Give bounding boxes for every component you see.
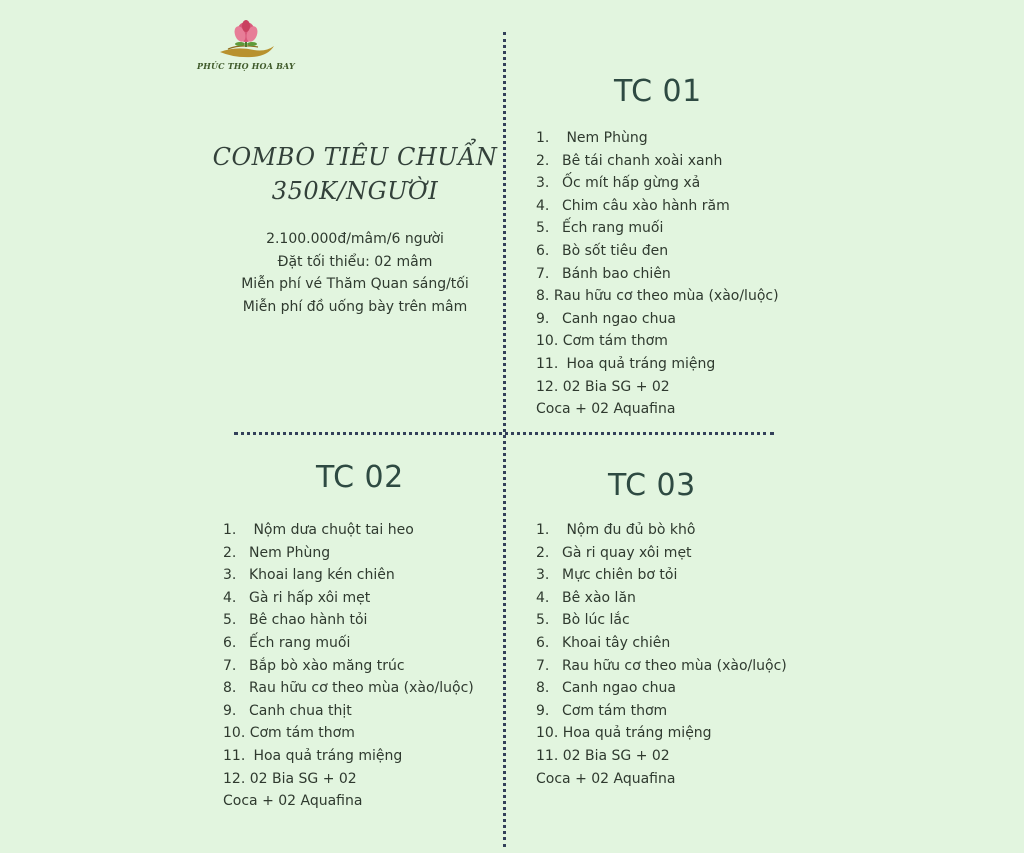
item-text: Hoa quả tráng miệng xyxy=(253,747,403,764)
item-text: Nộm đu đủ bò khô xyxy=(566,522,696,538)
list-item xyxy=(536,195,779,218)
item-number: 11. xyxy=(223,747,246,764)
list-item xyxy=(536,285,779,308)
item-number: 2. xyxy=(223,544,237,561)
item-number: 12. xyxy=(223,770,246,787)
combo-free-ticket: Miễn phí vé Thăm Quan sáng/tối xyxy=(241,276,469,292)
horizontal-divider xyxy=(234,432,774,435)
combo-info xyxy=(210,228,500,318)
item-text: 02 Bia SG + 02 xyxy=(249,770,357,787)
item-number: 11. xyxy=(536,355,559,372)
list-item xyxy=(536,722,787,745)
item-number: 1. xyxy=(536,522,550,538)
item-text: Bê xào lăn xyxy=(562,589,636,606)
item-text: Bánh bao chiên xyxy=(562,265,671,282)
list-item xyxy=(536,609,787,632)
item-text: Cơm tám thơm xyxy=(249,725,355,742)
list-item xyxy=(536,376,779,399)
item-number: 5. xyxy=(223,612,237,629)
list-item xyxy=(223,587,474,610)
item-number: 2. xyxy=(536,152,550,169)
item-text: Hoa quả tráng miệng xyxy=(566,355,716,372)
combo-title xyxy=(210,140,500,208)
menu-title-tc01: TC 01 xyxy=(614,74,702,109)
item-number: 5. xyxy=(536,612,550,629)
item-number: 7. xyxy=(536,265,550,282)
list-item xyxy=(536,745,787,768)
item-text: Rau hữu cơ theo mùa (xào/luộc) xyxy=(249,680,474,697)
list-item xyxy=(223,632,474,655)
item-text: Canh chua thịt xyxy=(249,702,352,719)
list-item xyxy=(536,655,787,678)
item-text: Chim câu xào hành răm xyxy=(562,197,730,214)
list-item xyxy=(536,632,787,655)
menu-list-tc02 xyxy=(223,519,474,813)
list-item xyxy=(223,768,474,791)
list-item xyxy=(536,564,787,587)
combo-price: 2.100.000đ/mâm/6 người xyxy=(266,231,444,247)
combo-title-line1: COMBO TIÊU CHUẨN xyxy=(212,143,498,171)
item-text: Rau hữu cơ theo mùa (xào/luộc) xyxy=(553,288,779,305)
item-number: 12. xyxy=(536,378,559,395)
item-number: 3. xyxy=(536,175,550,192)
item-number: 7. xyxy=(536,657,550,674)
list-item xyxy=(536,542,787,565)
item-number: 8. xyxy=(223,680,237,697)
item-text: Nộm dưa chuột tai heo xyxy=(253,522,414,538)
list-item xyxy=(536,240,779,263)
item-text: Rau hữu cơ theo mùa (xào/luộc) xyxy=(562,657,787,674)
brand-logo xyxy=(196,16,296,76)
item-text: Ốc mít hấp gừng xả xyxy=(562,175,701,192)
list-item xyxy=(536,150,779,173)
item-text: Coca + 02 Aquafina xyxy=(536,770,676,787)
item-number: 10. xyxy=(536,333,559,350)
item-text: 02 Bia SG + 02 xyxy=(562,378,670,395)
menu-title-tc02: TC 02 xyxy=(316,460,404,495)
item-number: 8. xyxy=(536,680,550,697)
item-text: Bắp bò xào măng trúc xyxy=(249,657,405,674)
item-text: Hoa quả tráng miệng xyxy=(562,725,712,742)
list-item xyxy=(536,700,787,723)
item-number: 1. xyxy=(536,130,550,146)
combo-title-line2: 350K/NGƯỜI xyxy=(271,177,439,205)
list-item xyxy=(536,587,787,610)
item-number: 6. xyxy=(536,242,550,259)
item-text: Gà ri hấp xôi mẹt xyxy=(249,589,371,606)
list-item xyxy=(536,308,779,331)
item-number: 1. xyxy=(223,522,237,538)
list-item xyxy=(536,768,787,791)
item-number: 4. xyxy=(223,589,237,606)
item-number: 6. xyxy=(223,634,237,651)
item-text: Coca + 02 Aquafina xyxy=(223,793,363,810)
list-item xyxy=(223,722,474,745)
item-text: Bò sốt tiêu đen xyxy=(562,242,669,259)
item-text: Nem Phùng xyxy=(249,544,331,561)
item-text: Cơm tám thơm xyxy=(562,702,668,719)
item-text: Bê chao hành tỏi xyxy=(249,612,368,629)
list-item xyxy=(536,677,787,700)
list-item xyxy=(536,330,779,353)
list-item xyxy=(536,217,779,240)
item-number: 9. xyxy=(223,702,237,719)
item-number: 7. xyxy=(223,657,237,674)
item-number: 3. xyxy=(223,567,237,584)
menu-list-tc01 xyxy=(536,127,779,421)
item-text: Khoai tây chiên xyxy=(562,634,671,651)
list-item xyxy=(223,790,474,813)
item-number: 4. xyxy=(536,197,550,214)
item-number: 10. xyxy=(223,725,246,742)
list-item xyxy=(223,542,474,565)
item-number: 6. xyxy=(536,634,550,651)
item-number: 10. xyxy=(536,725,559,742)
list-item xyxy=(223,677,474,700)
combo-free-drinks: Miễn phí đồ uống bày trên mâm xyxy=(242,298,468,315)
item-number: 11. xyxy=(536,747,559,764)
item-text: Canh ngao chua xyxy=(562,680,676,697)
list-item xyxy=(536,398,779,421)
item-text: Ếch rang muối xyxy=(249,634,351,651)
list-item xyxy=(223,700,474,723)
item-text: Khoai lang kén chiên xyxy=(249,567,395,584)
item-text: Gà ri quay xôi mẹt xyxy=(562,544,692,561)
brand-name: PHÚC THỌ HOA BAY xyxy=(197,61,295,71)
item-number: 8. xyxy=(536,288,550,305)
item-text: Nem Phùng xyxy=(566,130,648,146)
menu-title-tc03: TC 03 xyxy=(608,468,696,503)
item-number: 9. xyxy=(536,702,550,719)
item-text: 02 Bia SG + 02 xyxy=(562,747,670,764)
item-number: 3. xyxy=(536,567,550,584)
lotus-hand-icon xyxy=(214,16,278,60)
item-number: 2. xyxy=(536,544,550,561)
item-text: Canh ngao chua xyxy=(562,310,676,327)
item-text: Ếch rang muối xyxy=(562,220,664,237)
combo-minimum-order: Đặt tối thiểu: 02 mâm xyxy=(277,253,433,270)
list-item xyxy=(536,519,787,542)
item-text: Bò lúc lắc xyxy=(562,612,630,629)
item-number: 4. xyxy=(536,589,550,606)
item-text: Mực chiên bơ tỏi xyxy=(562,567,678,584)
item-text: Cơm tám thơm xyxy=(562,333,668,350)
item-text: Bê tái chanh xoài xanh xyxy=(562,152,723,169)
item-number: 9. xyxy=(536,310,550,327)
list-item xyxy=(223,655,474,678)
list-item xyxy=(536,127,779,150)
menu-list-tc03 xyxy=(536,519,787,790)
vertical-divider xyxy=(503,32,506,847)
list-item xyxy=(536,263,779,286)
item-text: Coca + 02 Aquafina xyxy=(536,401,676,418)
list-item xyxy=(223,745,474,768)
list-item xyxy=(223,564,474,587)
item-number: 5. xyxy=(536,220,550,237)
list-item xyxy=(536,172,779,195)
list-item xyxy=(223,519,474,542)
list-item xyxy=(223,609,474,632)
list-item xyxy=(536,353,779,376)
